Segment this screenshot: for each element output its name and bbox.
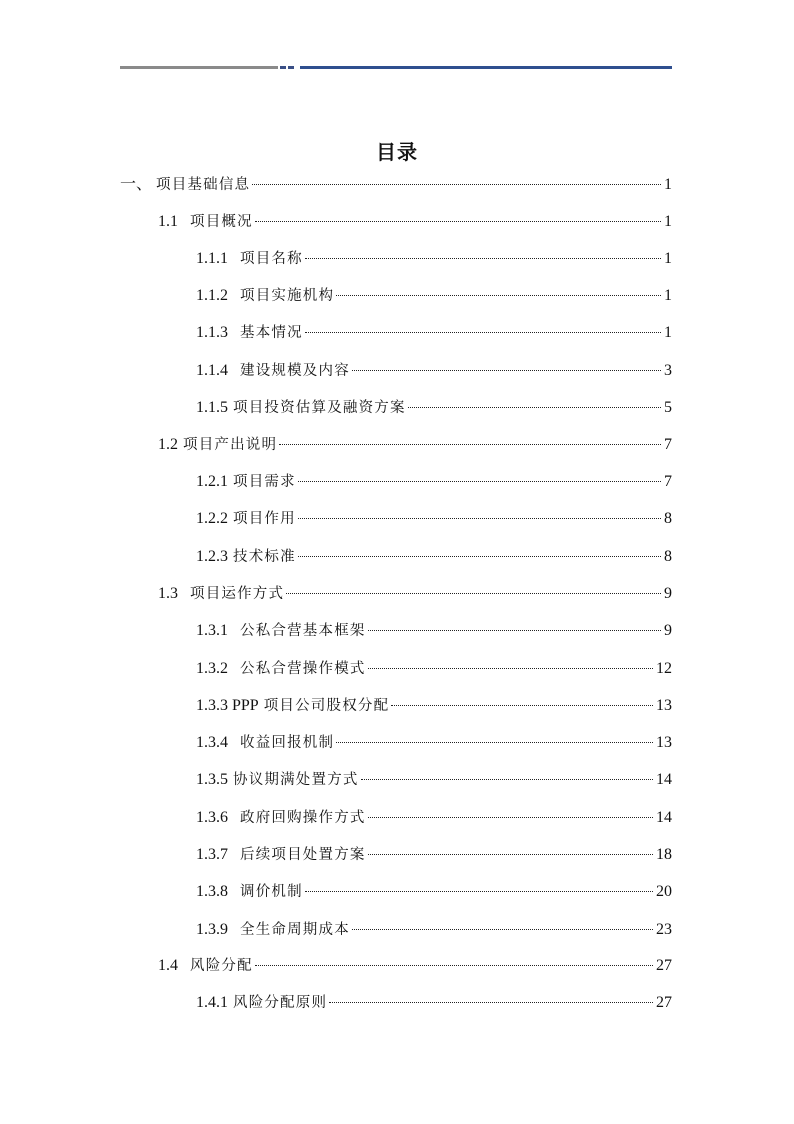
toc-entry-title: 项目投资估算及融资方案 — [233, 400, 406, 416]
toc-entry[interactable] — [196, 285, 672, 307]
toc-entry[interactable] — [158, 434, 672, 456]
toc-leader — [252, 184, 661, 185]
toc-leader — [279, 444, 661, 445]
toc-entry-title: 技术标准 — [233, 549, 296, 565]
toc-entry-title: 项目公司股权分配 — [263, 698, 390, 714]
toc-entry-page: 8 — [664, 510, 672, 527]
toc-entry-page: 8 — [664, 548, 672, 565]
toc-leader — [298, 556, 661, 557]
toc-entry-page: 13 — [656, 734, 672, 751]
toc-entry[interactable] — [158, 583, 672, 605]
toc-entry[interactable] — [196, 732, 672, 754]
toc-leader — [255, 221, 661, 222]
toc-leader — [305, 891, 653, 892]
toc-leader — [368, 817, 653, 818]
toc-entry-title: 风险分配 — [190, 958, 253, 974]
toc-leader — [352, 929, 653, 930]
toc-entry-title: 项目基础信息 — [156, 177, 251, 193]
toc-entry-number: 1.3.8 — [196, 883, 228, 900]
toc-entry[interactable] — [196, 546, 672, 568]
toc-entry-title: 项目名称 — [240, 251, 303, 267]
toc-entry-number: 一、 — [120, 176, 153, 193]
toc-entry-page: 1 — [664, 250, 672, 267]
toc-entry-page: 13 — [656, 697, 672, 714]
toc-entry[interactable] — [196, 397, 672, 419]
toc-leader — [336, 295, 661, 296]
toc-entry-page: 7 — [664, 473, 672, 490]
toc-entry-number: 1.2.2 — [196, 510, 228, 527]
toc-leader — [391, 705, 653, 706]
toc-entry-page: 14 — [656, 809, 672, 826]
toc-entry-number: 1.3.4 — [196, 734, 228, 751]
toc-leader — [286, 593, 661, 594]
toc-entry-page: 18 — [656, 846, 672, 863]
toc-entry[interactable] — [196, 992, 672, 1014]
toc-leader — [305, 332, 661, 333]
toc-entry[interactable] — [196, 248, 672, 270]
toc-entry-number: 1.1.3 — [196, 324, 228, 341]
toc-leader — [329, 1002, 653, 1003]
toc-entry-title: 项目作用 — [233, 511, 296, 527]
toc-entry[interactable] — [158, 955, 672, 977]
toc-entry[interactable] — [196, 471, 672, 493]
toc-entry[interactable] — [196, 769, 672, 791]
toc-entry-page: 14 — [656, 771, 672, 788]
toc-entry-page: 9 — [664, 622, 672, 639]
toc-entry-number: 1.2.3 — [196, 548, 228, 565]
toc-entry-title: 收益回报机制 — [240, 735, 335, 751]
toc-leader — [352, 370, 661, 371]
toc-leader — [298, 481, 661, 482]
toc-leader — [368, 668, 653, 669]
toc-entry-number: 1.3.5 — [196, 771, 228, 788]
toc-entry-number: 1.2 — [158, 436, 178, 453]
toc-entry-page: 9 — [664, 585, 672, 602]
toc-leader — [298, 518, 661, 519]
toc-entry-title: 项目实施机构 — [240, 288, 335, 304]
toc-leader — [336, 742, 653, 743]
toc-entry[interactable] — [196, 881, 672, 903]
toc-entry-number: 1.1.4 — [196, 362, 228, 379]
toc-leader — [255, 965, 653, 966]
toc-entry-title: 政府回购操作方式 — [240, 810, 366, 826]
toc-entry-title: 协议期满处置方式 — [233, 772, 359, 788]
toc-entry-number: 1.1.5 — [196, 399, 228, 416]
toc-entry-number: 1.3 — [158, 585, 178, 602]
toc-leader — [408, 407, 661, 408]
toc-entry-title: 项目概况 — [190, 214, 253, 230]
toc-entry[interactable] — [196, 620, 672, 642]
toc-entry-page: 23 — [656, 921, 672, 938]
toc-entry-page: 7 — [664, 436, 672, 453]
toc-leader — [361, 779, 653, 780]
toc-entry-title: 全生命周期成本 — [240, 922, 350, 938]
toc-entry-title: 建设规模及内容 — [240, 363, 350, 379]
toc-entry-title: 调价机制 — [240, 884, 303, 900]
toc-entry-title: 风险分配原则 — [233, 995, 328, 1011]
toc-entry[interactable] — [196, 844, 672, 866]
toc-entry[interactable] — [196, 919, 672, 941]
toc-entry-page: 27 — [656, 957, 672, 974]
toc-entry-title: 后续项目处置方案 — [240, 847, 366, 863]
toc-entry-number: 1.1.1 — [196, 250, 228, 267]
toc-entry[interactable] — [196, 508, 672, 530]
toc-entry-number: 1.2.1 — [196, 473, 228, 490]
toc-entry-page: 27 — [656, 994, 672, 1011]
toc-entry-title: 项目需求 — [233, 474, 296, 490]
toc-leader — [368, 630, 661, 631]
toc-entry-title: 公私合营基本框架 — [240, 623, 366, 639]
toc-entry-title: 项目产出说明 — [183, 437, 278, 453]
toc-entry-title: 项目运作方式 — [190, 586, 285, 602]
toc-entry-title: 公私合营操作模式 — [240, 661, 366, 677]
toc-leader — [368, 854, 653, 855]
toc-entry-number: 1.1.2 — [196, 287, 228, 304]
toc-entry-number: 1.4.1 — [196, 994, 228, 1011]
toc-entry-number: 1.3.6 — [196, 809, 228, 826]
toc-entry-number: 1.3.1 — [196, 622, 228, 639]
toc-entry-page: 1 — [664, 287, 672, 304]
toc-entry-number: 1.3.9 — [196, 921, 228, 938]
toc-entry-page: 5 — [664, 399, 672, 416]
toc-entry[interactable] — [196, 322, 672, 344]
toc-entry-page: 20 — [656, 883, 672, 900]
toc-entry-title: 基本情况 — [240, 325, 303, 341]
toc-leader — [305, 258, 661, 259]
toc-entry-number: 1.3.7 — [196, 846, 228, 863]
toc-title: 目录 — [376, 140, 418, 164]
toc-entry-number: 1.1 — [158, 213, 178, 230]
toc-entry[interactable] — [196, 360, 672, 382]
toc-entry[interactable] — [196, 658, 672, 680]
toc-entry-page: 3 — [664, 362, 672, 379]
toc-entry-page: 1 — [664, 213, 672, 230]
toc-entry-number: 1.3.3 PPP — [196, 697, 259, 714]
toc-entry-page: 1 — [664, 324, 672, 341]
toc-entry-number: 1.4 — [158, 957, 178, 974]
toc-entry-page: 12 — [656, 660, 672, 677]
toc-entry-page: 1 — [664, 176, 672, 193]
toc-entry[interactable] — [196, 807, 672, 829]
toc-entry[interactable] — [120, 174, 672, 196]
toc-entry-number: 1.3.2 — [196, 660, 228, 677]
toc-entry[interactable] — [196, 695, 672, 717]
toc-entry[interactable] — [158, 211, 672, 233]
